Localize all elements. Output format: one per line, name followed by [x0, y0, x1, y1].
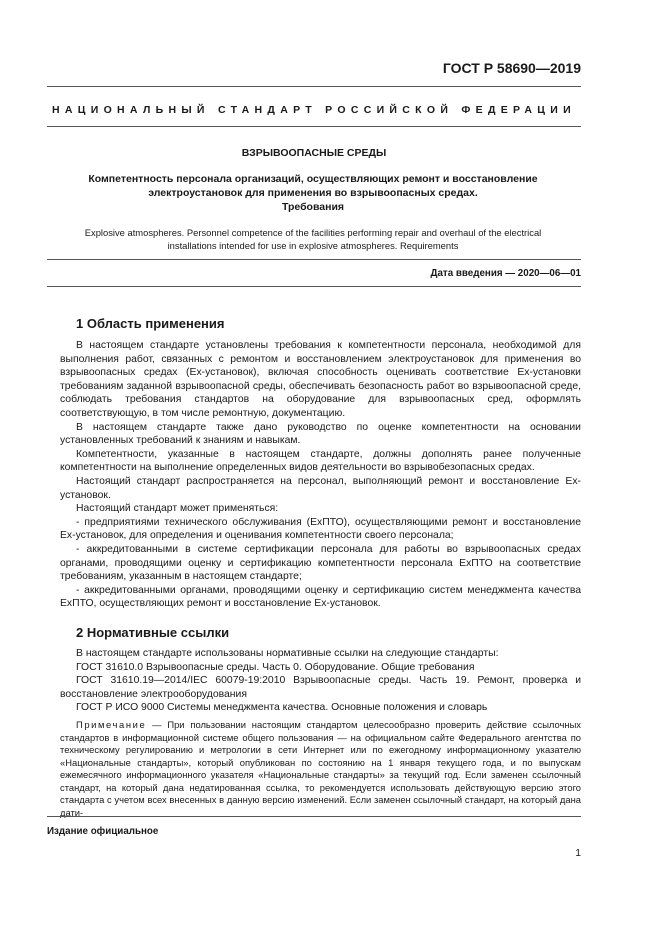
- note-paragraph: [60, 719, 581, 819]
- date-divider: [47, 286, 581, 287]
- list-item: - аккредитованными в системе сертификации персонала для работы во взрывоопасных средах органами, проводящими оценку и сертификацию компетентности персонала ЕхПТО на соответствие требованиям, указанным в настоящем стандарте;: [60, 543, 581, 583]
- banner-divider: [47, 126, 581, 127]
- document-subtitle: [75, 172, 551, 214]
- reference-item: ГОСТ 31610.19—2014/IEC 60079-19:2010 Взрывоопасные среды. Часть 19. Ремонт, проверка и восстановление электрооборудования: [60, 675, 581, 700]
- english-title: Explosive atmospheres. Personnel competence of the facilities performing repair and overhaul of the electrical installations intended for use in explosive atmospheres. Requirements: [84, 227, 542, 251]
- standard-number: ГОСТ Р 58690—2019: [442, 60, 581, 76]
- note-block: [60, 719, 581, 819]
- note-text: — При пользовании настоящим стандартом целесообразно проверить действие ссылочных стандартов в информационной системе общего пользования — на официальном сайте Федерального агентства по техническому регулированию и метрологии в сети Интернет или по ежегодному информационному указателю «Национальные стандарты», который опубликован по состоянию на 1 января текущего года, и по выпускам ежемесячного информационного указателя «Национальные стандарты» за текущий год. Если заменен ссылочный стандарт, на который дана недатированная ссылка, то рекомендуется использовать действующую версию этого стандарта с учетом всех внесенных в данную версию изменений. Если заменен ссылочный стандарт, на который дана дати-: [60, 719, 581, 818]
- list-item: - аккредитованными органами, проводящими оценку и сертификацию систем менеджмента качества ЕхПТО, осуществляющих ремонт и восстановление Ех-установок.: [60, 584, 581, 610]
- subtitle-requirements: Требования: [281, 201, 345, 213]
- page-number: 1: [575, 848, 581, 859]
- section-1-heading: 1 Область применения: [76, 316, 225, 331]
- subtitle-text: Компетентность персонала организаций, осуществляющих ремонт и восстановление электроустановок для применения во взрывоопасных средах.: [88, 173, 538, 199]
- official-edition-label: Издание официальное: [47, 826, 159, 837]
- note-label: Примечание: [76, 719, 147, 730]
- list-item: - предприятиями технического обслуживания (ЕхПТО), осуществляющими ремонт и восстановление Ех-установок, для определения и оценивания компетентности своего персонала;: [60, 516, 581, 542]
- reference-item: ГОСТ Р ИСО 9000 Системы менеджмента качества. Основные положения и словарь: [76, 702, 488, 714]
- title-divider: [47, 259, 581, 260]
- document-title: ВЗРЫВООПАСНЫЕ СРЕДЫ: [241, 147, 387, 159]
- section-1-body: [60, 339, 581, 611]
- paragraph: В настоящем стандарте также дано руководство по оценке компетентности на основании установленных требований к знаниям и навыкам.: [60, 421, 581, 447]
- section-2-heading: 2 Нормативные ссылки: [76, 625, 230, 640]
- top-divider: [47, 86, 581, 87]
- national-standard-banner: НАЦИОНАЛЬНЫЙ СТАНДАРТ РОССИЙСКОЙ ФЕДЕРАЦИИ: [52, 104, 576, 116]
- section-2-body: [60, 647, 581, 715]
- paragraph: Компетентности, указанные в настоящем стандарте, должны дополнять ранее полученные компетентности на выполнение определенных видов деятельности во взрывобезопасных средах.: [60, 448, 581, 474]
- introduction-date: Дата введения — 2020—06—01: [430, 268, 581, 279]
- paragraph: Настоящий стандарт распространяется на персонал, выполняющий ремонт и восстановление Ех-установок.: [60, 475, 581, 501]
- paragraph: В настоящем стандарте использованы нормативные ссылки на следующие стандарты:: [76, 648, 499, 659]
- paragraph: В настоящем стандарте установлены требования к компетентности персонала, необходимой для выполнения работ, связанных с ремонтом и восстановлением электроустановок для применения во взрывоопасных средах (Ех-установок), включая способность оценивать соответствие Ех-установки требованиям заданной взрывоопасной среды, обеспечивать безопасность работ во взрывоопасной среде, соблюдать требования стандартов на оборудование для взрывоопасных сред, оформлять соответствующую, в том числе ремонтную, документацию.: [60, 340, 581, 419]
- paragraph: Настоящий стандарт может применяться:: [76, 503, 279, 515]
- reference-item: ГОСТ 31610.0 Взрывоопасные среды. Часть 0. Оборудование. Общие требования: [76, 661, 475, 673]
- footer-divider: [47, 816, 581, 817]
